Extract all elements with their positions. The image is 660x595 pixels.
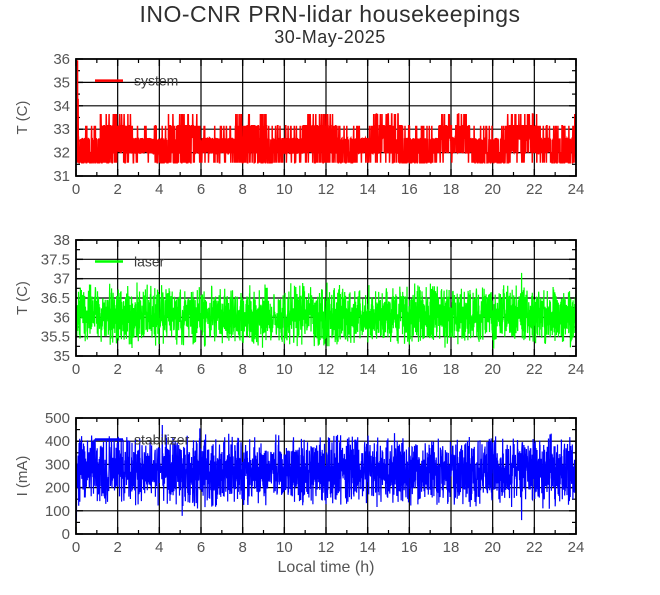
x-tick-label: 18 (442, 361, 460, 378)
x-tick-label: 2 (113, 181, 122, 198)
y-tick-label: 200 (44, 479, 70, 497)
legend-label-system: system (134, 72, 179, 89)
x-tick-label: 16 (400, 539, 418, 556)
y-tick-label: 35 (53, 348, 70, 365)
legend-label-laser: laser (134, 253, 165, 270)
x-tick-label: 18 (442, 539, 460, 556)
x-tick-label: 10 (275, 361, 293, 378)
x-axis-title: Local time (h) (277, 559, 375, 576)
x-tick-label: 24 (567, 181, 585, 198)
x-tick-label: 8 (238, 539, 247, 556)
x-tick-label: 10 (275, 539, 293, 556)
y-tick-label: 37.5 (40, 251, 70, 269)
x-tick-label: 0 (71, 361, 81, 378)
y-tick-label: 36.5 (40, 290, 70, 307)
y-tick-label: 32 (53, 144, 70, 162)
x-tick-label: 20 (484, 361, 502, 378)
y-axis-title: T (C) (14, 100, 31, 135)
x-tick-label: 4 (155, 539, 164, 556)
y-tick-label: 34 (53, 97, 70, 115)
figure-title: INO-CNR PRN-lidar housekeepings (139, 1, 521, 27)
x-tick-label: 2 (113, 539, 122, 556)
x-tick-label: 22 (525, 361, 543, 378)
x-tick-label: 12 (317, 539, 335, 556)
y-tick-label: 38 (53, 232, 70, 249)
x-tick-label: 0 (71, 539, 81, 556)
x-tick-label: 22 (525, 539, 543, 556)
x-tick-label: 14 (359, 539, 377, 556)
x-tick-label: 6 (196, 539, 206, 556)
y-tick-label: 35 (53, 74, 70, 92)
x-tick-label: 14 (359, 181, 377, 198)
y-axis-title: I (mA) (14, 455, 31, 497)
y-tick-label: 33 (53, 121, 70, 139)
y-tick-label: 500 (44, 410, 70, 427)
x-tick-label: 12 (317, 361, 335, 378)
x-tick-label: 24 (567, 361, 585, 378)
x-tick-label: 12 (317, 181, 335, 198)
x-tick-label: 20 (484, 539, 502, 556)
x-tick-label: 16 (400, 181, 418, 198)
x-tick-label: 20 (484, 181, 502, 198)
y-tick-label: 36 (53, 309, 70, 327)
x-tick-label: 2 (113, 361, 122, 378)
y-tick-label: 31 (53, 168, 70, 185)
y-tick-label: 35.5 (40, 328, 70, 346)
x-tick-label: 14 (359, 361, 377, 378)
figure-date: 30-May-2025 (274, 27, 386, 47)
x-tick-label: 18 (442, 181, 460, 198)
x-tick-label: 6 (196, 361, 206, 378)
legend-label-stabilizer: stabilizer (134, 431, 190, 448)
x-tick-label: 10 (275, 181, 293, 198)
y-tick-label: 37 (53, 270, 70, 288)
subplot-laser (14, 232, 584, 378)
y-tick-label: 100 (44, 502, 70, 520)
y-tick-label: 400 (44, 433, 70, 451)
x-tick-label: 0 (71, 181, 81, 198)
x-tick-label: 16 (400, 361, 418, 378)
y-axis-title: T (C) (14, 281, 31, 315)
x-tick-label: 22 (525, 181, 543, 198)
x-tick-label: 8 (238, 361, 247, 378)
x-tick-label: 4 (155, 181, 164, 198)
y-tick-label: 300 (44, 456, 70, 474)
x-tick-label: 4 (155, 361, 164, 378)
subplot-stabilizer (14, 410, 584, 576)
y-tick-label: 0 (61, 526, 70, 543)
x-tick-label: 6 (196, 181, 206, 198)
x-tick-label: 24 (567, 539, 585, 556)
x-tick-label: 8 (238, 181, 247, 198)
subplot-system (14, 51, 584, 198)
y-tick-label: 36 (53, 51, 70, 68)
